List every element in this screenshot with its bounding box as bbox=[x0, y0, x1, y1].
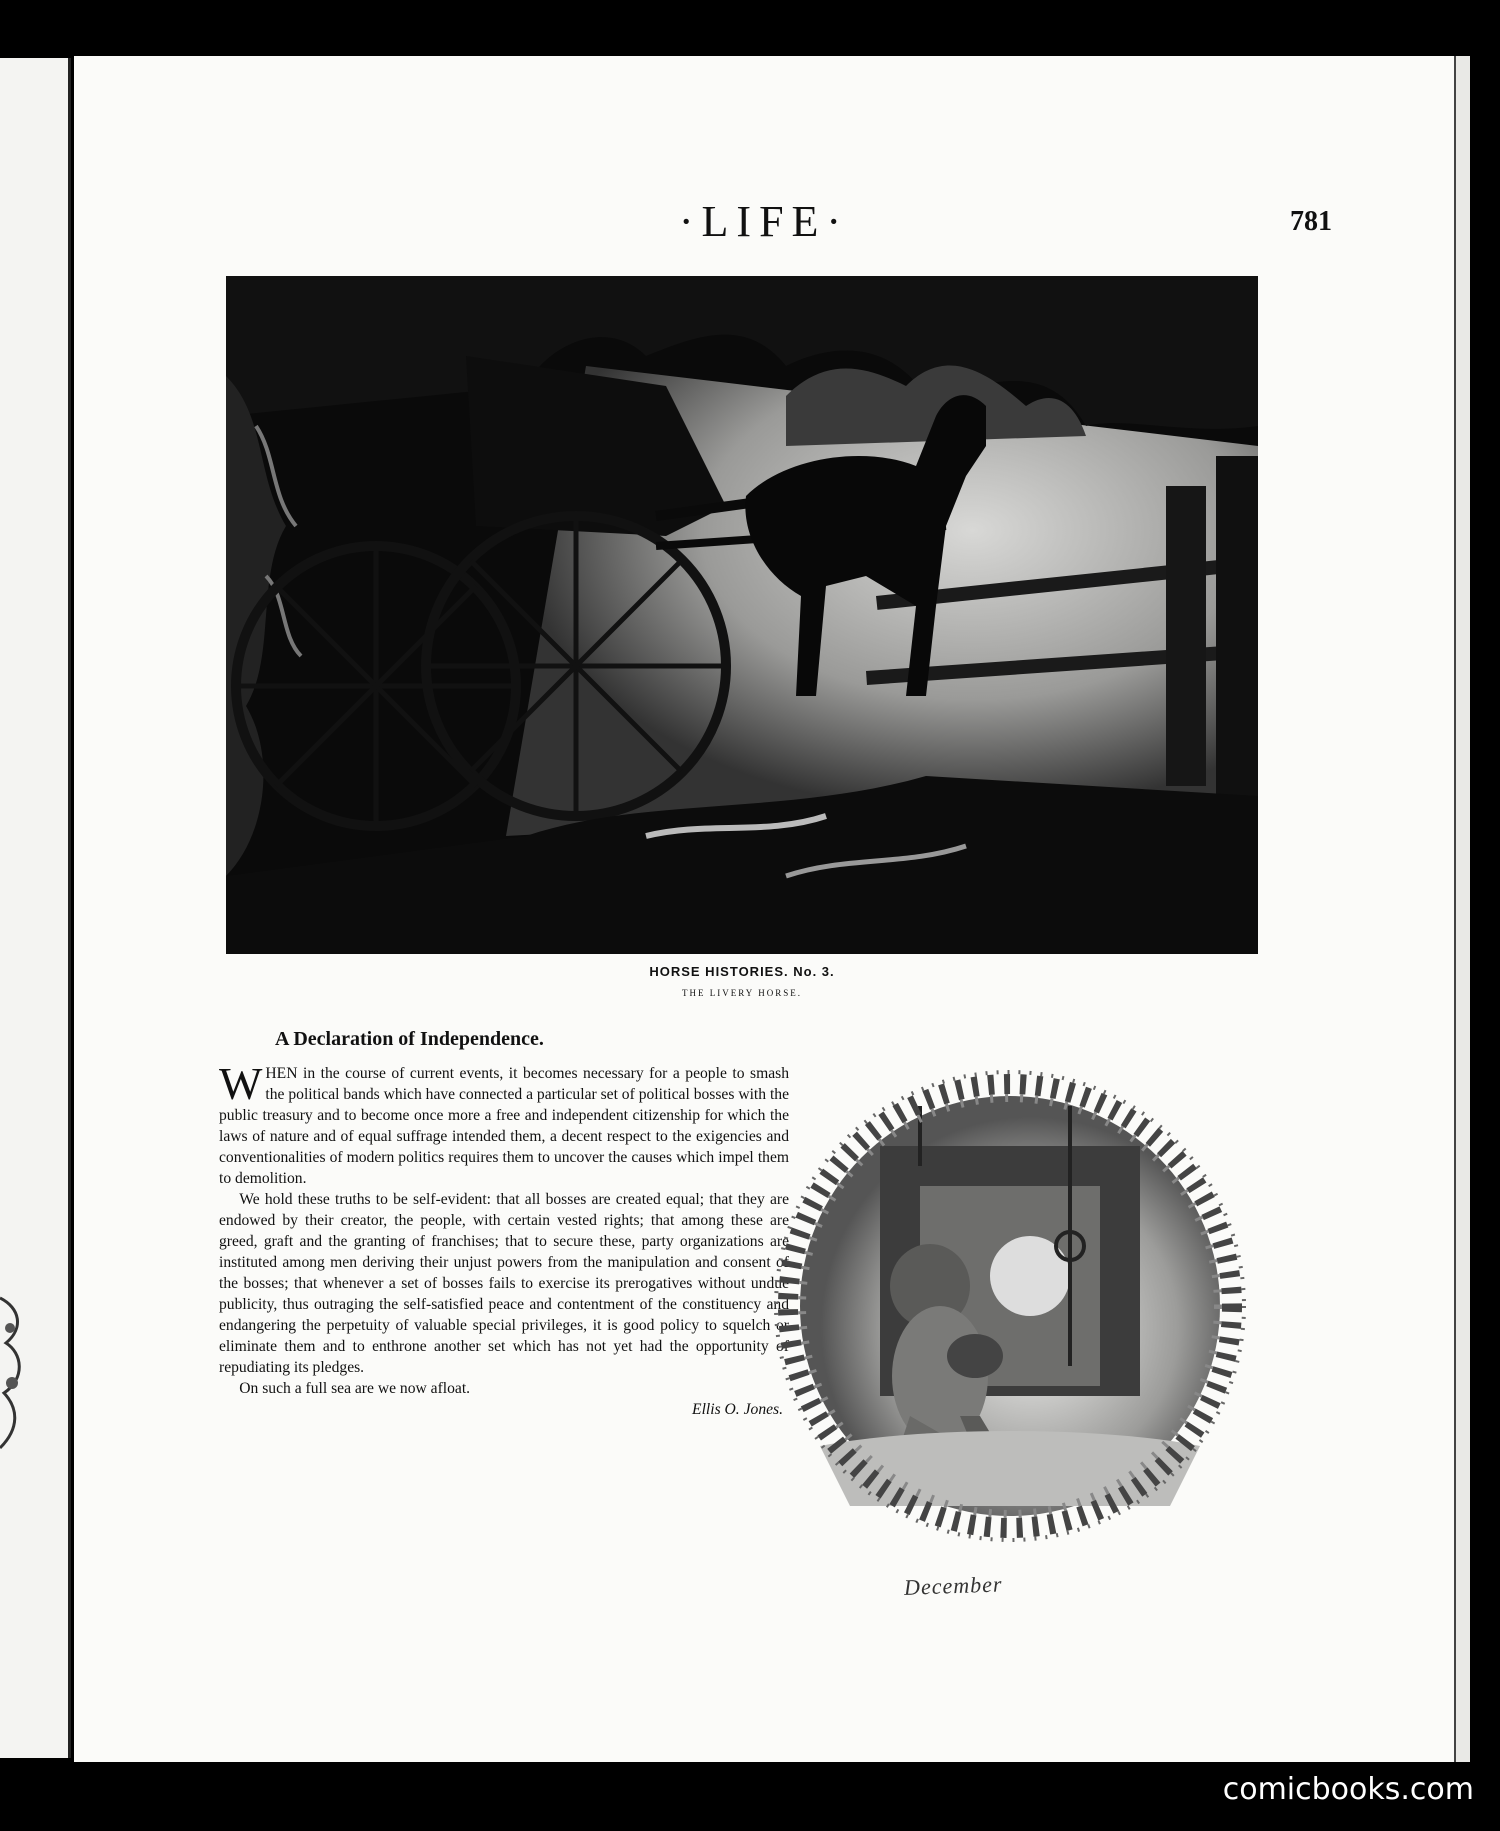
illustration-caption-subtitle: THE LIVERY HORSE. bbox=[682, 988, 802, 998]
december-vignette-illustration bbox=[770, 1046, 1250, 1586]
facing-page-ornament-icon bbox=[0, 1288, 28, 1458]
page-number: 781 bbox=[1290, 206, 1332, 237]
article-headline: A Declaration of Independence. bbox=[275, 1028, 544, 1050]
article bbox=[219, 1028, 789, 1419]
silhouette-scene-icon bbox=[226, 276, 1258, 954]
magazine-page bbox=[74, 56, 1454, 1762]
masthead-title: ·LIFE· bbox=[678, 197, 850, 246]
illustration-caption-title: HORSE HISTORIES. No. 3. bbox=[649, 964, 835, 979]
article-paragraph-1 bbox=[219, 1058, 789, 1189]
horse-carriage-illustration bbox=[226, 276, 1258, 954]
article-signature: Ellis O. Jones. bbox=[692, 1401, 783, 1418]
dropcap-letter: W bbox=[219, 1058, 263, 1109]
article-paragraph-3: On such a full sea are we now afloat. bbox=[239, 1380, 471, 1397]
article-paragraph-1-text: HEN in the course of current events, it becomes necessary for a people to smash the political bands which have connected a particular set of political bosses with the public treasury and to become once more a free and independent citizenship for which the laws of nature and of equal suffrage intended them, a decent respect to the exigencies and conventionalities of modern politics requires them to uncover the causes which impel them to demolition. bbox=[219, 1065, 789, 1187]
vignette-label: December bbox=[903, 1571, 1003, 1600]
facing-page-edge bbox=[0, 58, 71, 1758]
page-edge-right bbox=[1454, 56, 1470, 1762]
watermark: comicbooks.com bbox=[1222, 1772, 1474, 1807]
article-paragraph-2: We hold these truths to be self-evident: that all bosses are created equal; that they are endowed by their creator, the people, with certain vested rights; that among these are greed, graft and the granting of franchises; that to secure these, party organizations are instituted among men deriving their unjust powers from the manipulation and consent of the bosses; that whenever a set of bosses fails to exercise its prerogatives without undue publicity, thus outraging the self-satisfied peace and contentment of the constituency and endangering the perpetuity of valuable special privileges, it is good policy to squelch or eliminate them and to enthrone another set which has not yet had the opportunity of repudiating its pledges. bbox=[219, 1191, 789, 1376]
